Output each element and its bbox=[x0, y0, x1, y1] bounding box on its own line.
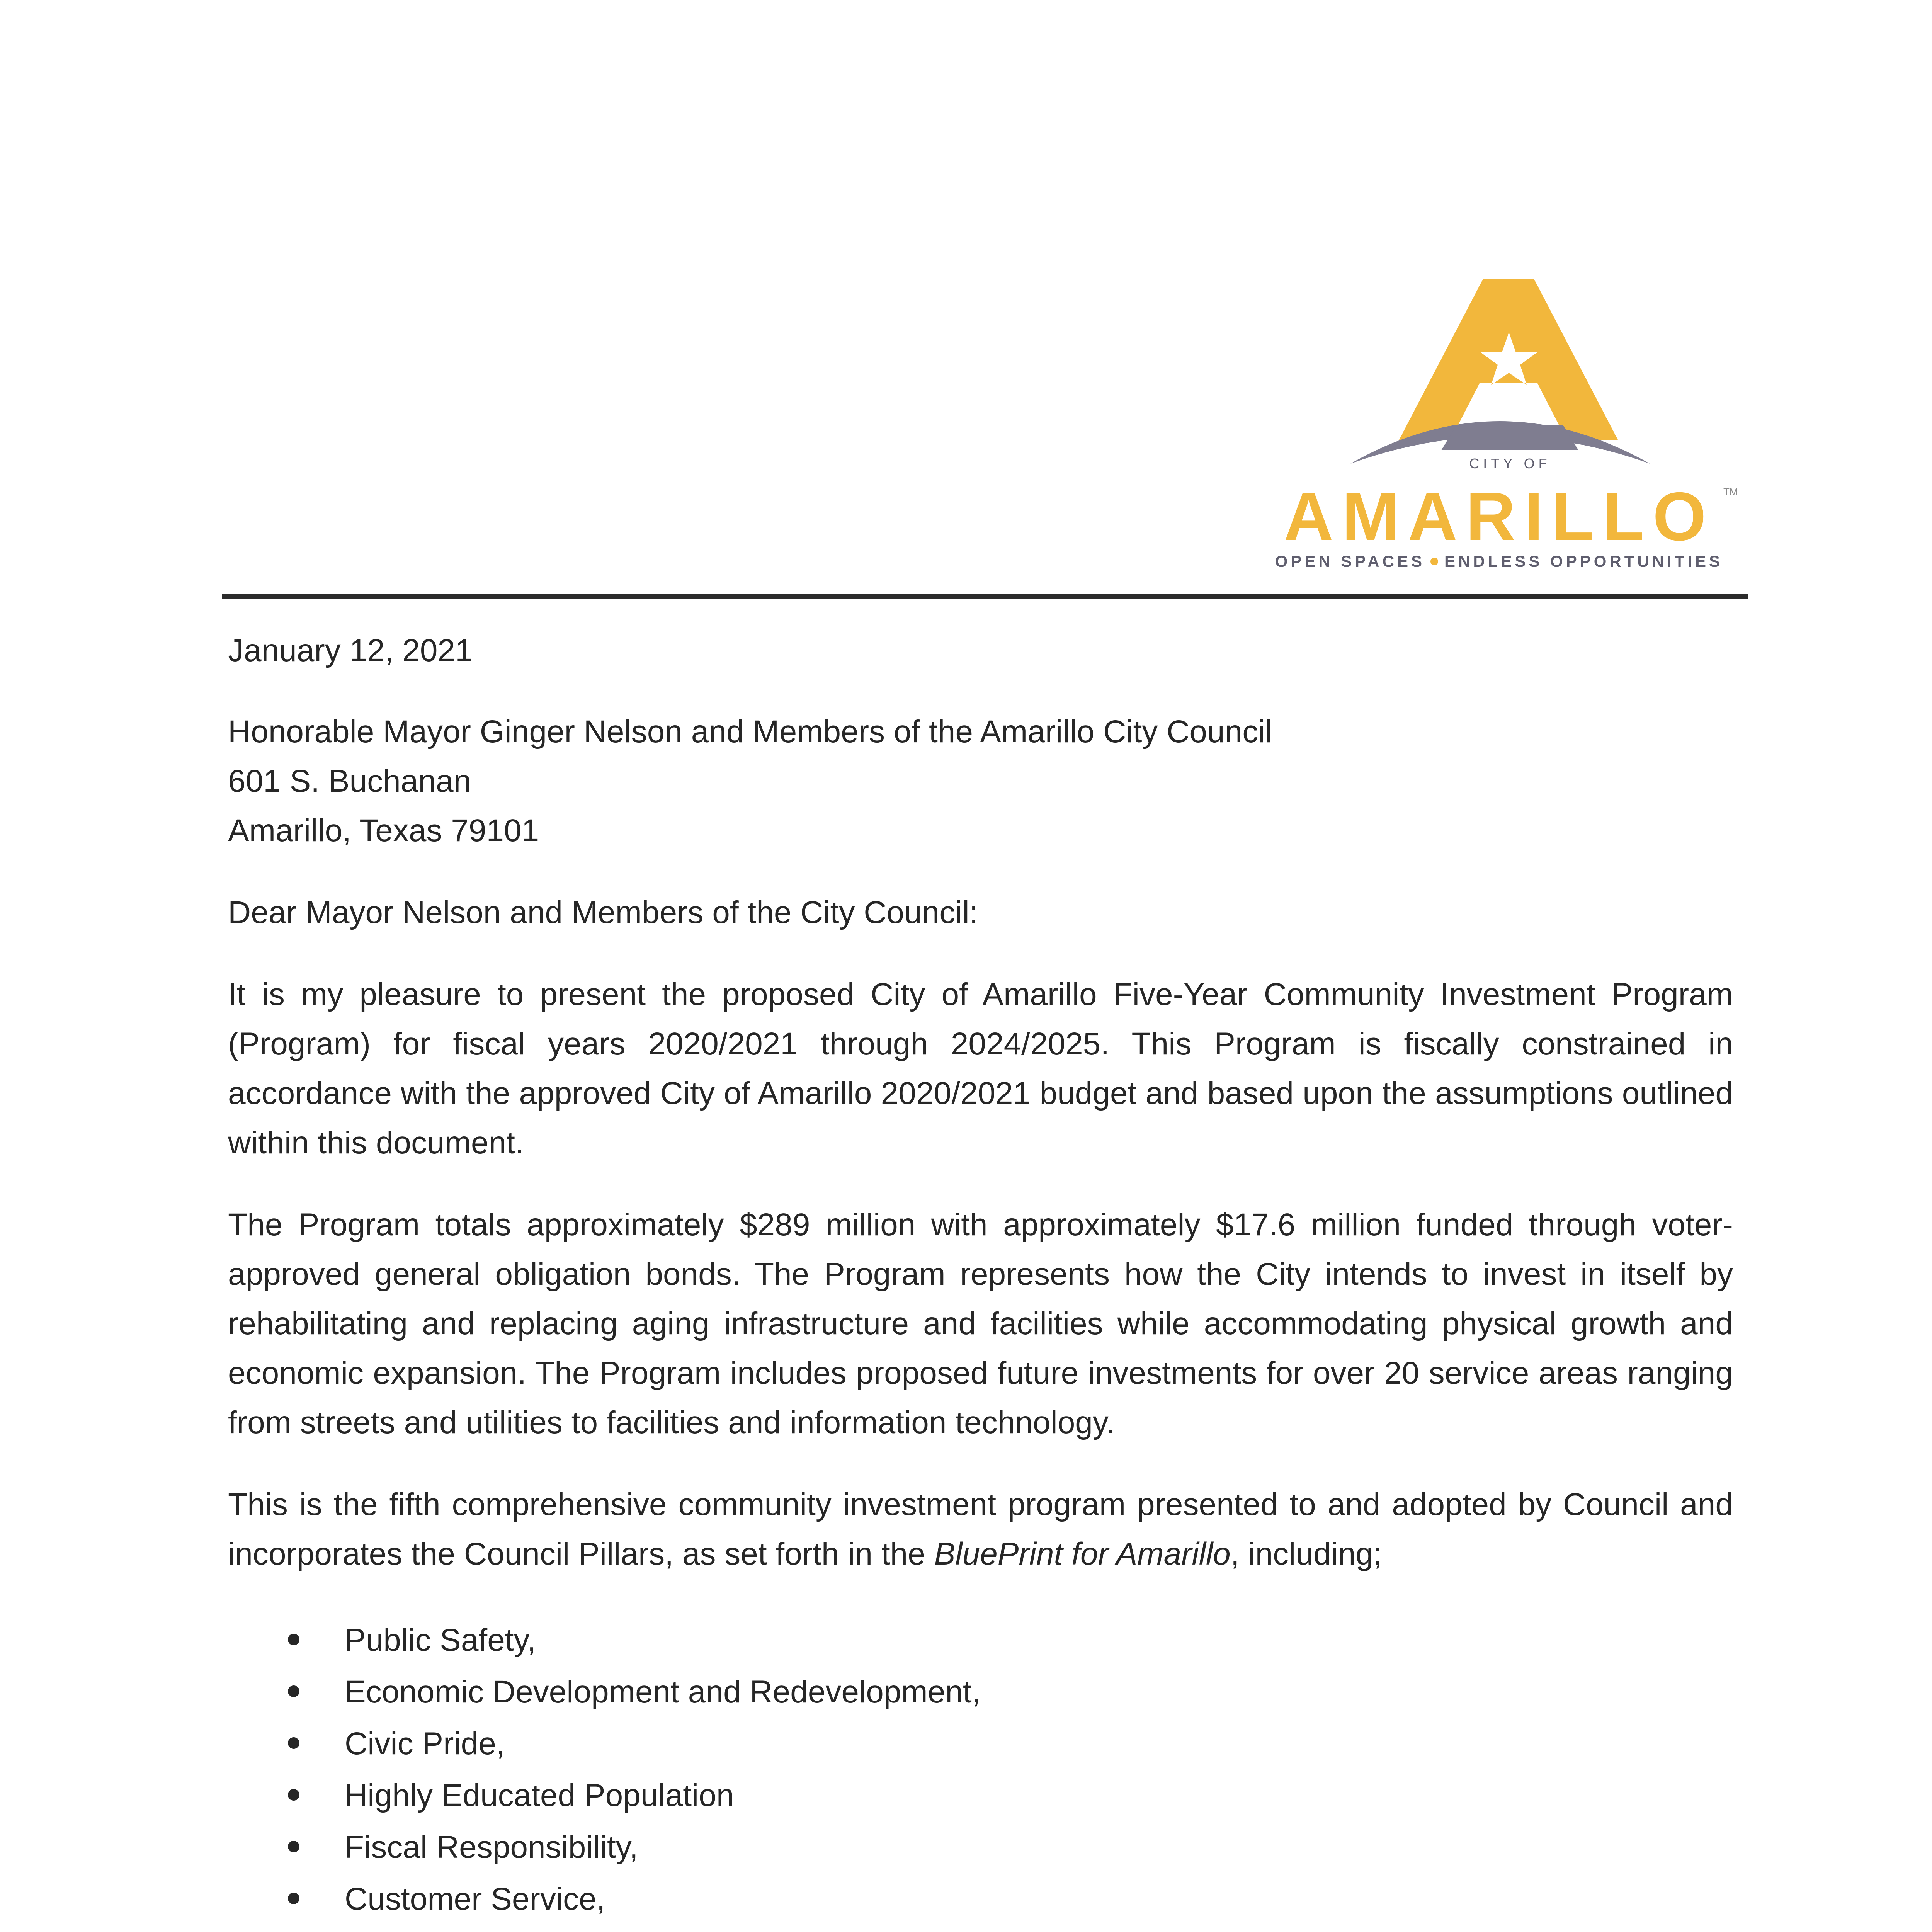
city-of-amarillo-logo bbox=[1275, 270, 1758, 580]
bullet-icon bbox=[288, 1789, 299, 1801]
pillar-label: Civic Pride, bbox=[345, 1726, 505, 1761]
logo-base bbox=[1441, 425, 1578, 450]
addressee-line: Honorable Mayor Ginger Nelson and Members of the Amarillo City Council bbox=[228, 714, 1272, 749]
pillars-intro-end: , including; bbox=[1230, 1536, 1382, 1571]
blueprint-title: BluePrint for Amarillo bbox=[934, 1536, 1231, 1571]
list-item bbox=[228, 1718, 1733, 1770]
list-item bbox=[228, 1614, 1733, 1666]
paragraph-program-totals: The Program totals approximately $289 million with approximately $17.6 million funded through voter-approved general obligation bonds. The Program represents how the City intends to invest in itself by rehabilitating and replacing aging infrastructure and facilities while accommodating physical growth and economic expansion. The Program includes proposed future investments for over 20 service areas ranging from streets and utilities to facilities and information technology. bbox=[228, 1207, 1733, 1440]
council-pillars-list bbox=[228, 1614, 1733, 1932]
paragraph-council-pillars bbox=[228, 1480, 1733, 1579]
logo-trademark: TM bbox=[1723, 486, 1738, 498]
bullet-icon bbox=[288, 1841, 299, 1852]
pillar-label: Fiscal Responsibility, bbox=[345, 1830, 638, 1865]
list-item bbox=[228, 1666, 1733, 1718]
list-item bbox=[228, 1770, 1733, 1821]
logo-a-shape bbox=[1399, 279, 1618, 440]
list-item bbox=[228, 1925, 1733, 1932]
list-item bbox=[228, 1821, 1733, 1873]
pillar-label: Customer Service, bbox=[345, 1881, 605, 1917]
pillars-intro-text: This is the fifth comprehensive community investment program presented to and adopted by Council and incorporates the Council Pillars, as set forth in the bbox=[228, 1487, 1733, 1571]
addressee-block bbox=[228, 707, 1733, 855]
pillar-label: Public Safety, bbox=[345, 1622, 536, 1658]
letter-date: January 12, 2021 bbox=[228, 633, 473, 668]
pillar-label: Economic Development and Redevelopment, bbox=[345, 1674, 981, 1709]
bullet-icon bbox=[288, 1685, 299, 1697]
paragraph-intro: It is my pleasure to present the proposed City of Amarillo Five-Year Community Investment Program (Program) for fiscal years 2020/2021 through 2024/2025. This Program is fiscally constrained in accordance with the approved City of Amarillo 2020/2021 budget and based upon the assumptions outlined within this document. bbox=[228, 977, 1733, 1160]
bullet-icon bbox=[288, 1737, 299, 1749]
salutation: Dear Mayor Nelson and Members of the City Council: bbox=[228, 895, 978, 930]
logo-tagline-left: OPEN SPACES bbox=[1275, 552, 1425, 570]
logo-tagline-right: ENDLESS OPPORTUNITIES bbox=[1444, 552, 1723, 570]
pillar-label: Highly Educated Population bbox=[345, 1778, 734, 1813]
header-divider bbox=[222, 594, 1748, 599]
logo-tagline-star-dot bbox=[1430, 558, 1438, 565]
list-item bbox=[228, 1873, 1733, 1925]
bullet-icon bbox=[288, 1893, 299, 1904]
addressee-line: Amarillo, Texas 79101 bbox=[228, 813, 539, 848]
addressee-line: 601 S. Buchanan bbox=[228, 764, 471, 799]
letter-body bbox=[228, 626, 1733, 1932]
logo-city-of: CITY OF bbox=[1469, 456, 1551, 471]
bullet-icon bbox=[288, 1634, 299, 1645]
logo-amarillo-wordmark: AMARILLO bbox=[1284, 478, 1715, 555]
